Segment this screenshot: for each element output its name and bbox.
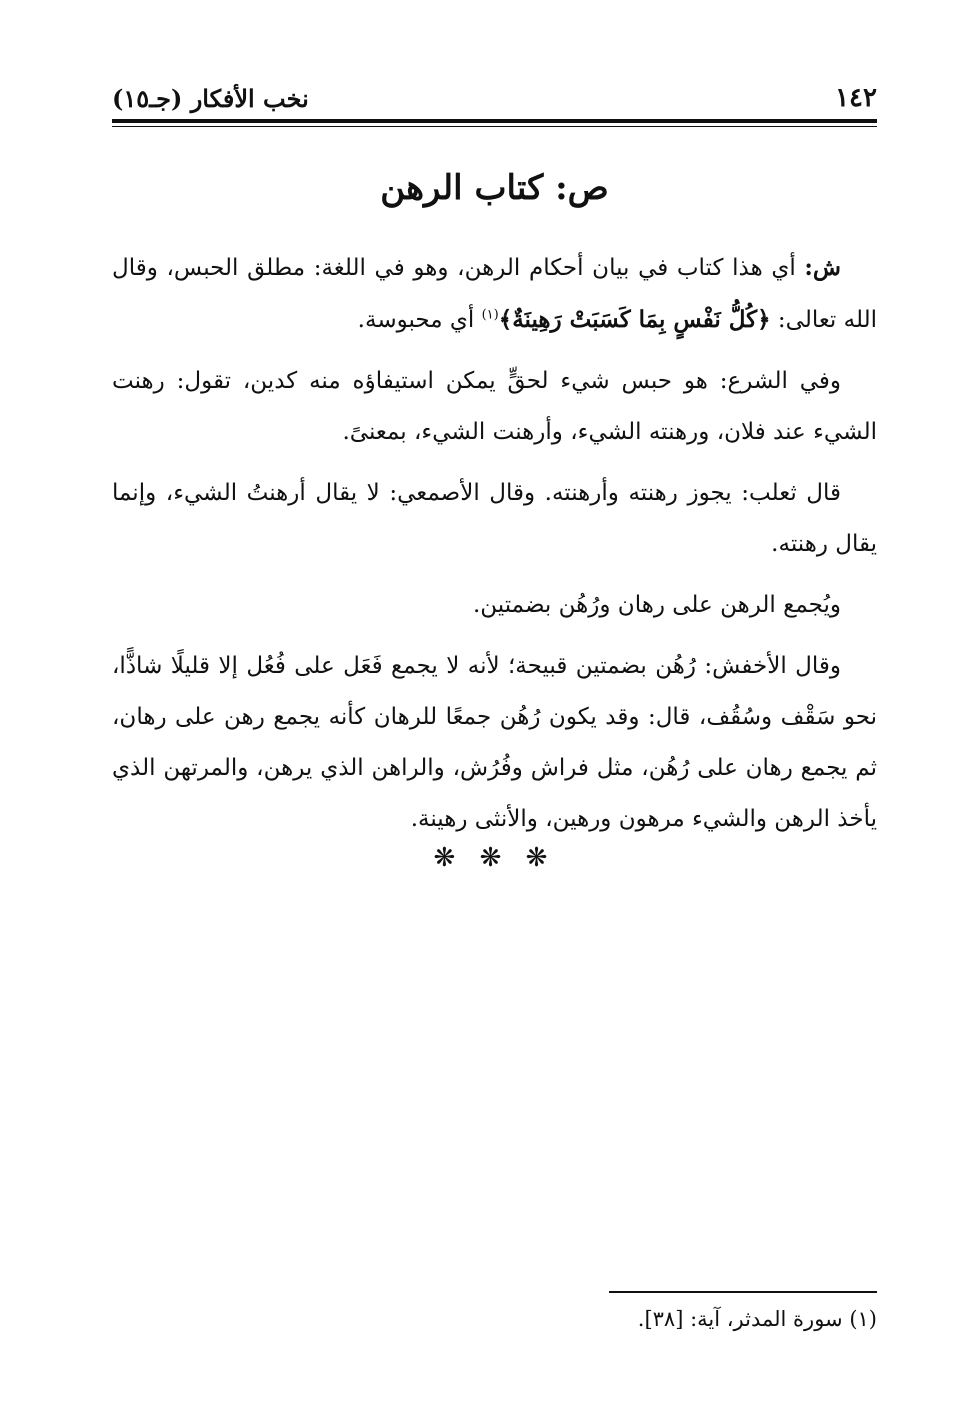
paragraph-1 (112, 242, 877, 346)
chapter-title: ص: كتاب الرهن (380, 168, 609, 208)
paragraph-text: أي هذا كتاب في بيان أحكام الرهن، وهو في اللغة: مطلق الحبس، وقال الله تعالى: (112, 255, 877, 333)
body-text (112, 242, 877, 855)
book-title: نخب الأفكار (جـ١٥) (112, 83, 309, 113)
paragraph-4: ويُجمع الرهن على رهان ورُهُن بضمتين. (472, 592, 841, 618)
paragraph-text: أي محبوسة. (357, 307, 482, 333)
page-number: ١٤٢ (835, 83, 877, 113)
section-separator: ❋ ❋ ❋ (433, 843, 556, 873)
paragraph-lead: ش: (804, 254, 841, 281)
paragraph-5: وقال الأخفش: رُهُن بضمتين قبيحة؛ لأنه لا يجمع فَعَل على فُعُل إلا قليلًا شاذًّا، نحو سَقْف وسُقُف، قال: وقد يكون رُهُن جمعًا للرهان كأنه يجمع رهن على رهان، ثم يجمع رهان على رُهُن، مثل فراش وفُرُش، والراهن الذي يرهن، والمرتهن الذي يأخذ الرهن والشيء مرهون ورهين، والأنثى رهينة. (112, 653, 877, 832)
paragraph-3: قال ثعلب: يجوز رهنته وأرهنته. وقال الأصمعي: لا يقال أرهنتُ الشيء، وإنما يقال رهنته. (112, 480, 877, 557)
header-rule-thick (112, 119, 877, 123)
header-rule-thin (112, 126, 877, 127)
footnote-rule (609, 1291, 877, 1293)
quran-verse: ﴿كُلُّ نَفْسٍ بِمَا كَسَبَتْ رَهِينَةٌ﴾ (498, 306, 771, 333)
footnote: (١) سورة المدثر، آية: [٣٨]. (637, 1307, 877, 1331)
running-header (112, 78, 877, 118)
paragraph-2: وفي الشرع: هو حبس شيء لحقٍّ يمكن استيفاؤه منه كدين، تقول: رهنت الشيء عند فلان، ورهنته الشيء، وأرهنت الشيء، بمعنىً. (112, 368, 877, 445)
footnote-reference[interactable]: (١) (481, 307, 499, 323)
